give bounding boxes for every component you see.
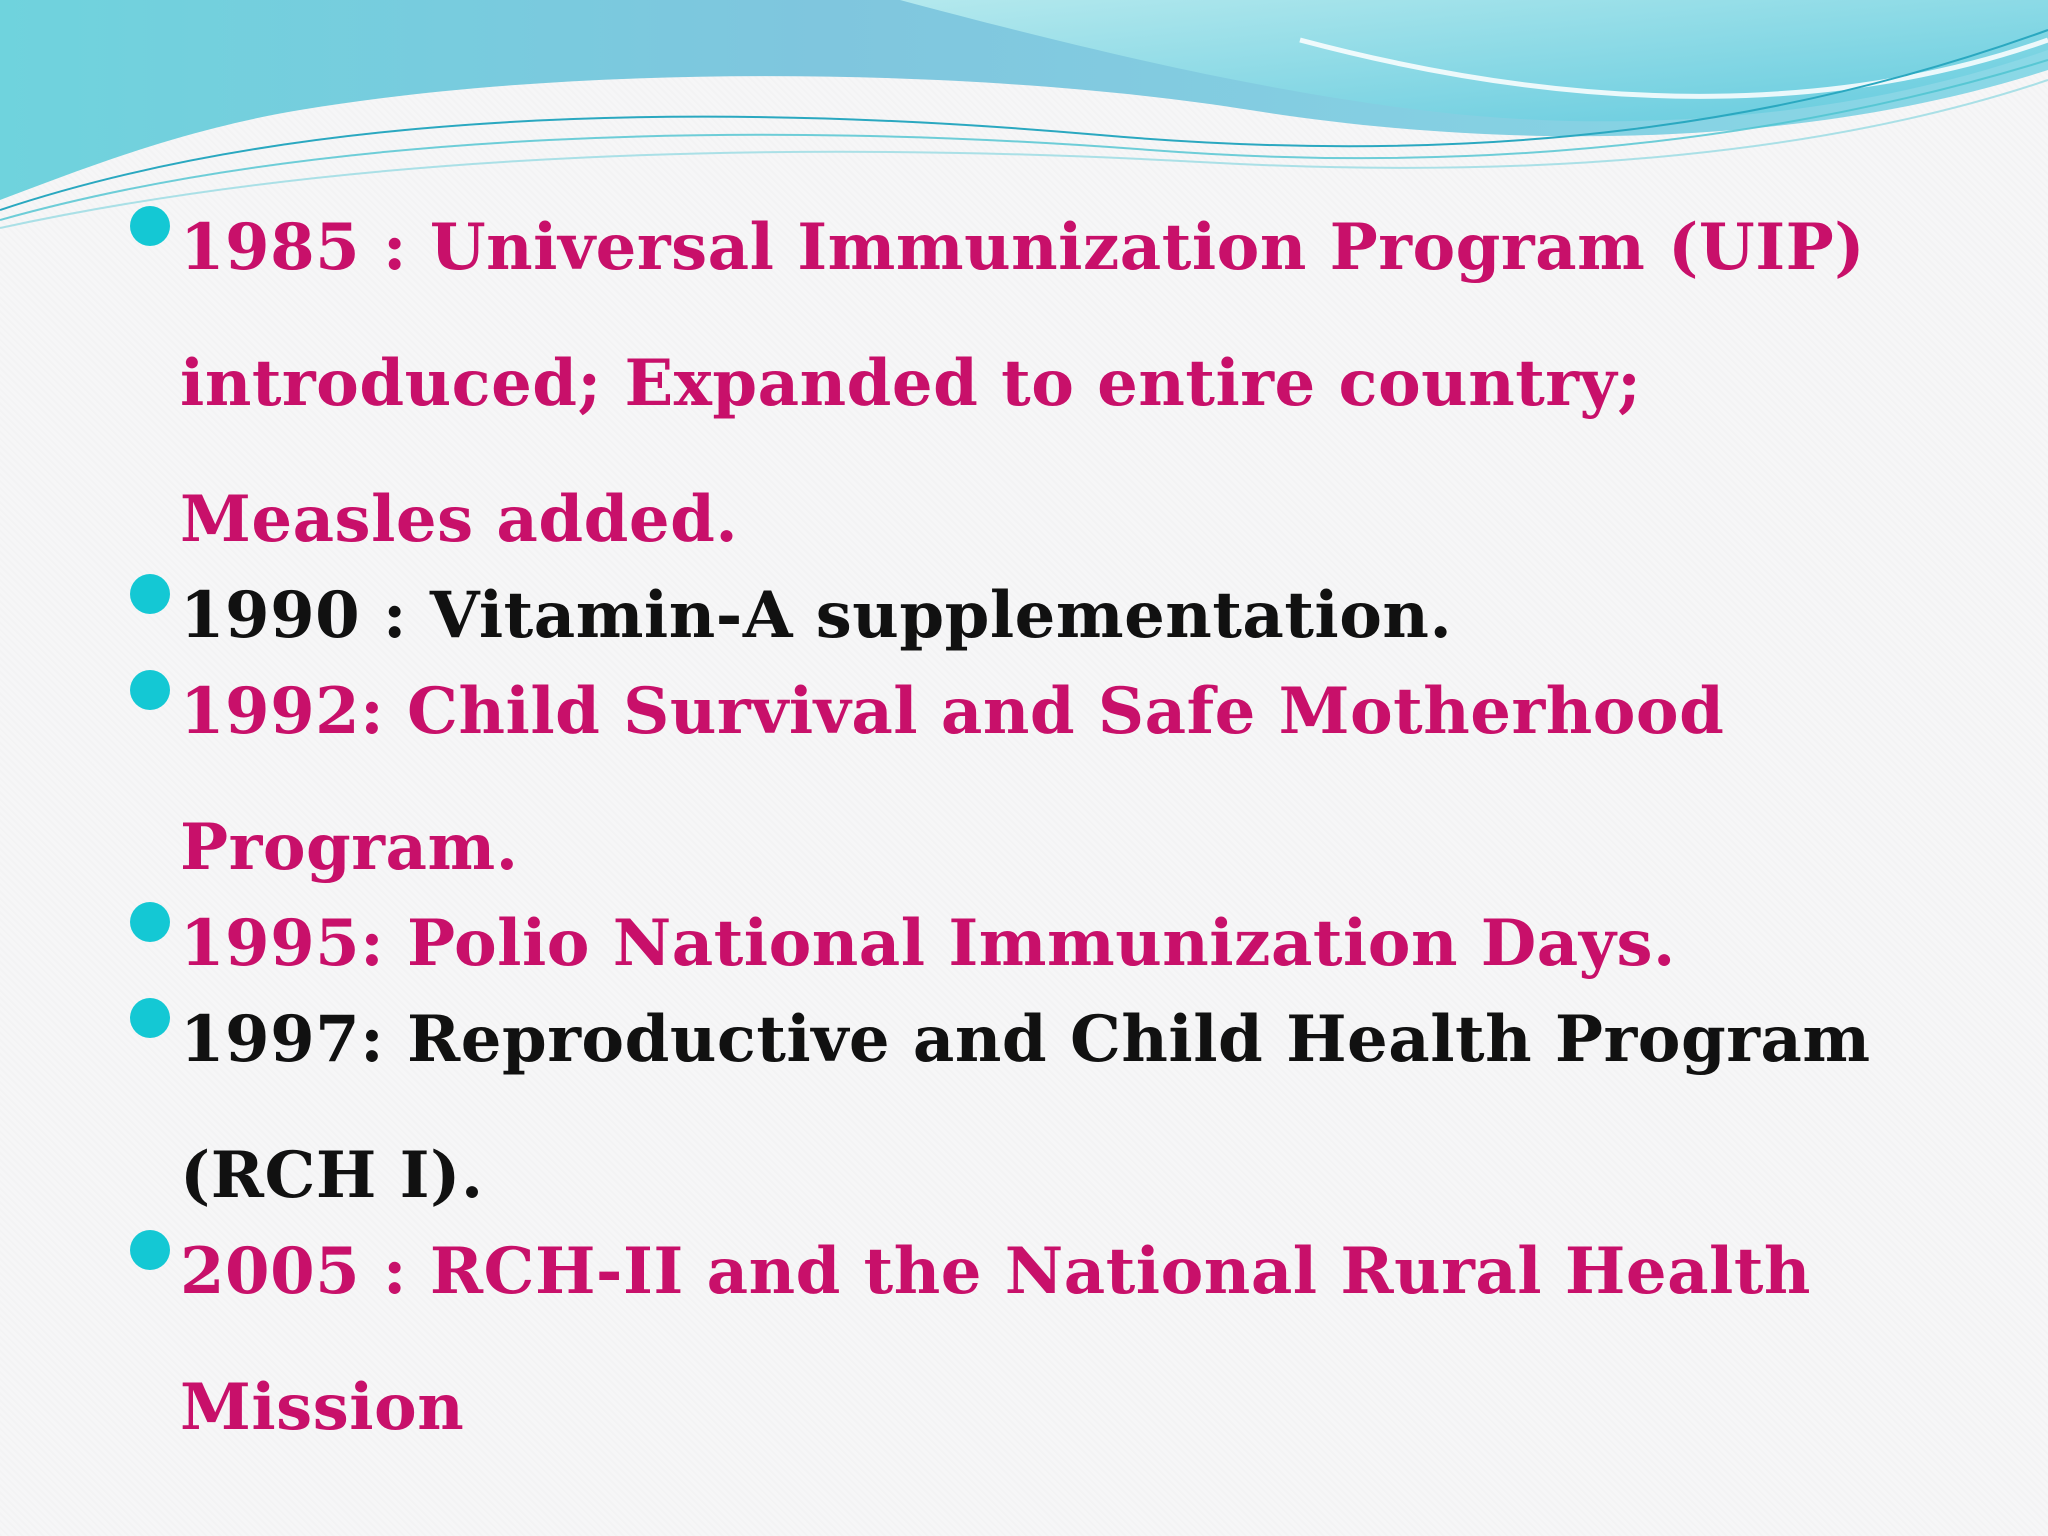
timeline-bullet-list xyxy=(130,180,1930,1476)
bullet-dot-icon xyxy=(130,574,170,614)
bullet-item-2005 xyxy=(130,1204,1930,1476)
bullet-text: 1995: Polio National Immunization Days. xyxy=(180,906,1676,981)
bullet-text: 2005 : RCH-II and the National Rural Health Mission xyxy=(180,1234,1811,1445)
bullet-dot-icon xyxy=(130,206,170,246)
bullet-text: 1992: Child Survival and Safe Motherhood Program. xyxy=(180,674,1725,885)
bullet-dot-icon xyxy=(130,902,170,942)
bullet-dot-icon xyxy=(130,998,170,1038)
bullet-dot-icon xyxy=(130,1230,170,1270)
bullet-dot-icon xyxy=(130,670,170,710)
bullet-text: 1997: Reproductive and Child Health Program (RCH I). xyxy=(180,1002,1871,1213)
bullet-text: 1985 : Universal Immunization Program (UIP) introduced; Expanded to entire country; Measles added. xyxy=(180,210,1866,557)
bullet-text: 1990 : Vitamin-A supplementation. xyxy=(180,578,1453,653)
bullet-item-1985 xyxy=(130,180,1930,588)
